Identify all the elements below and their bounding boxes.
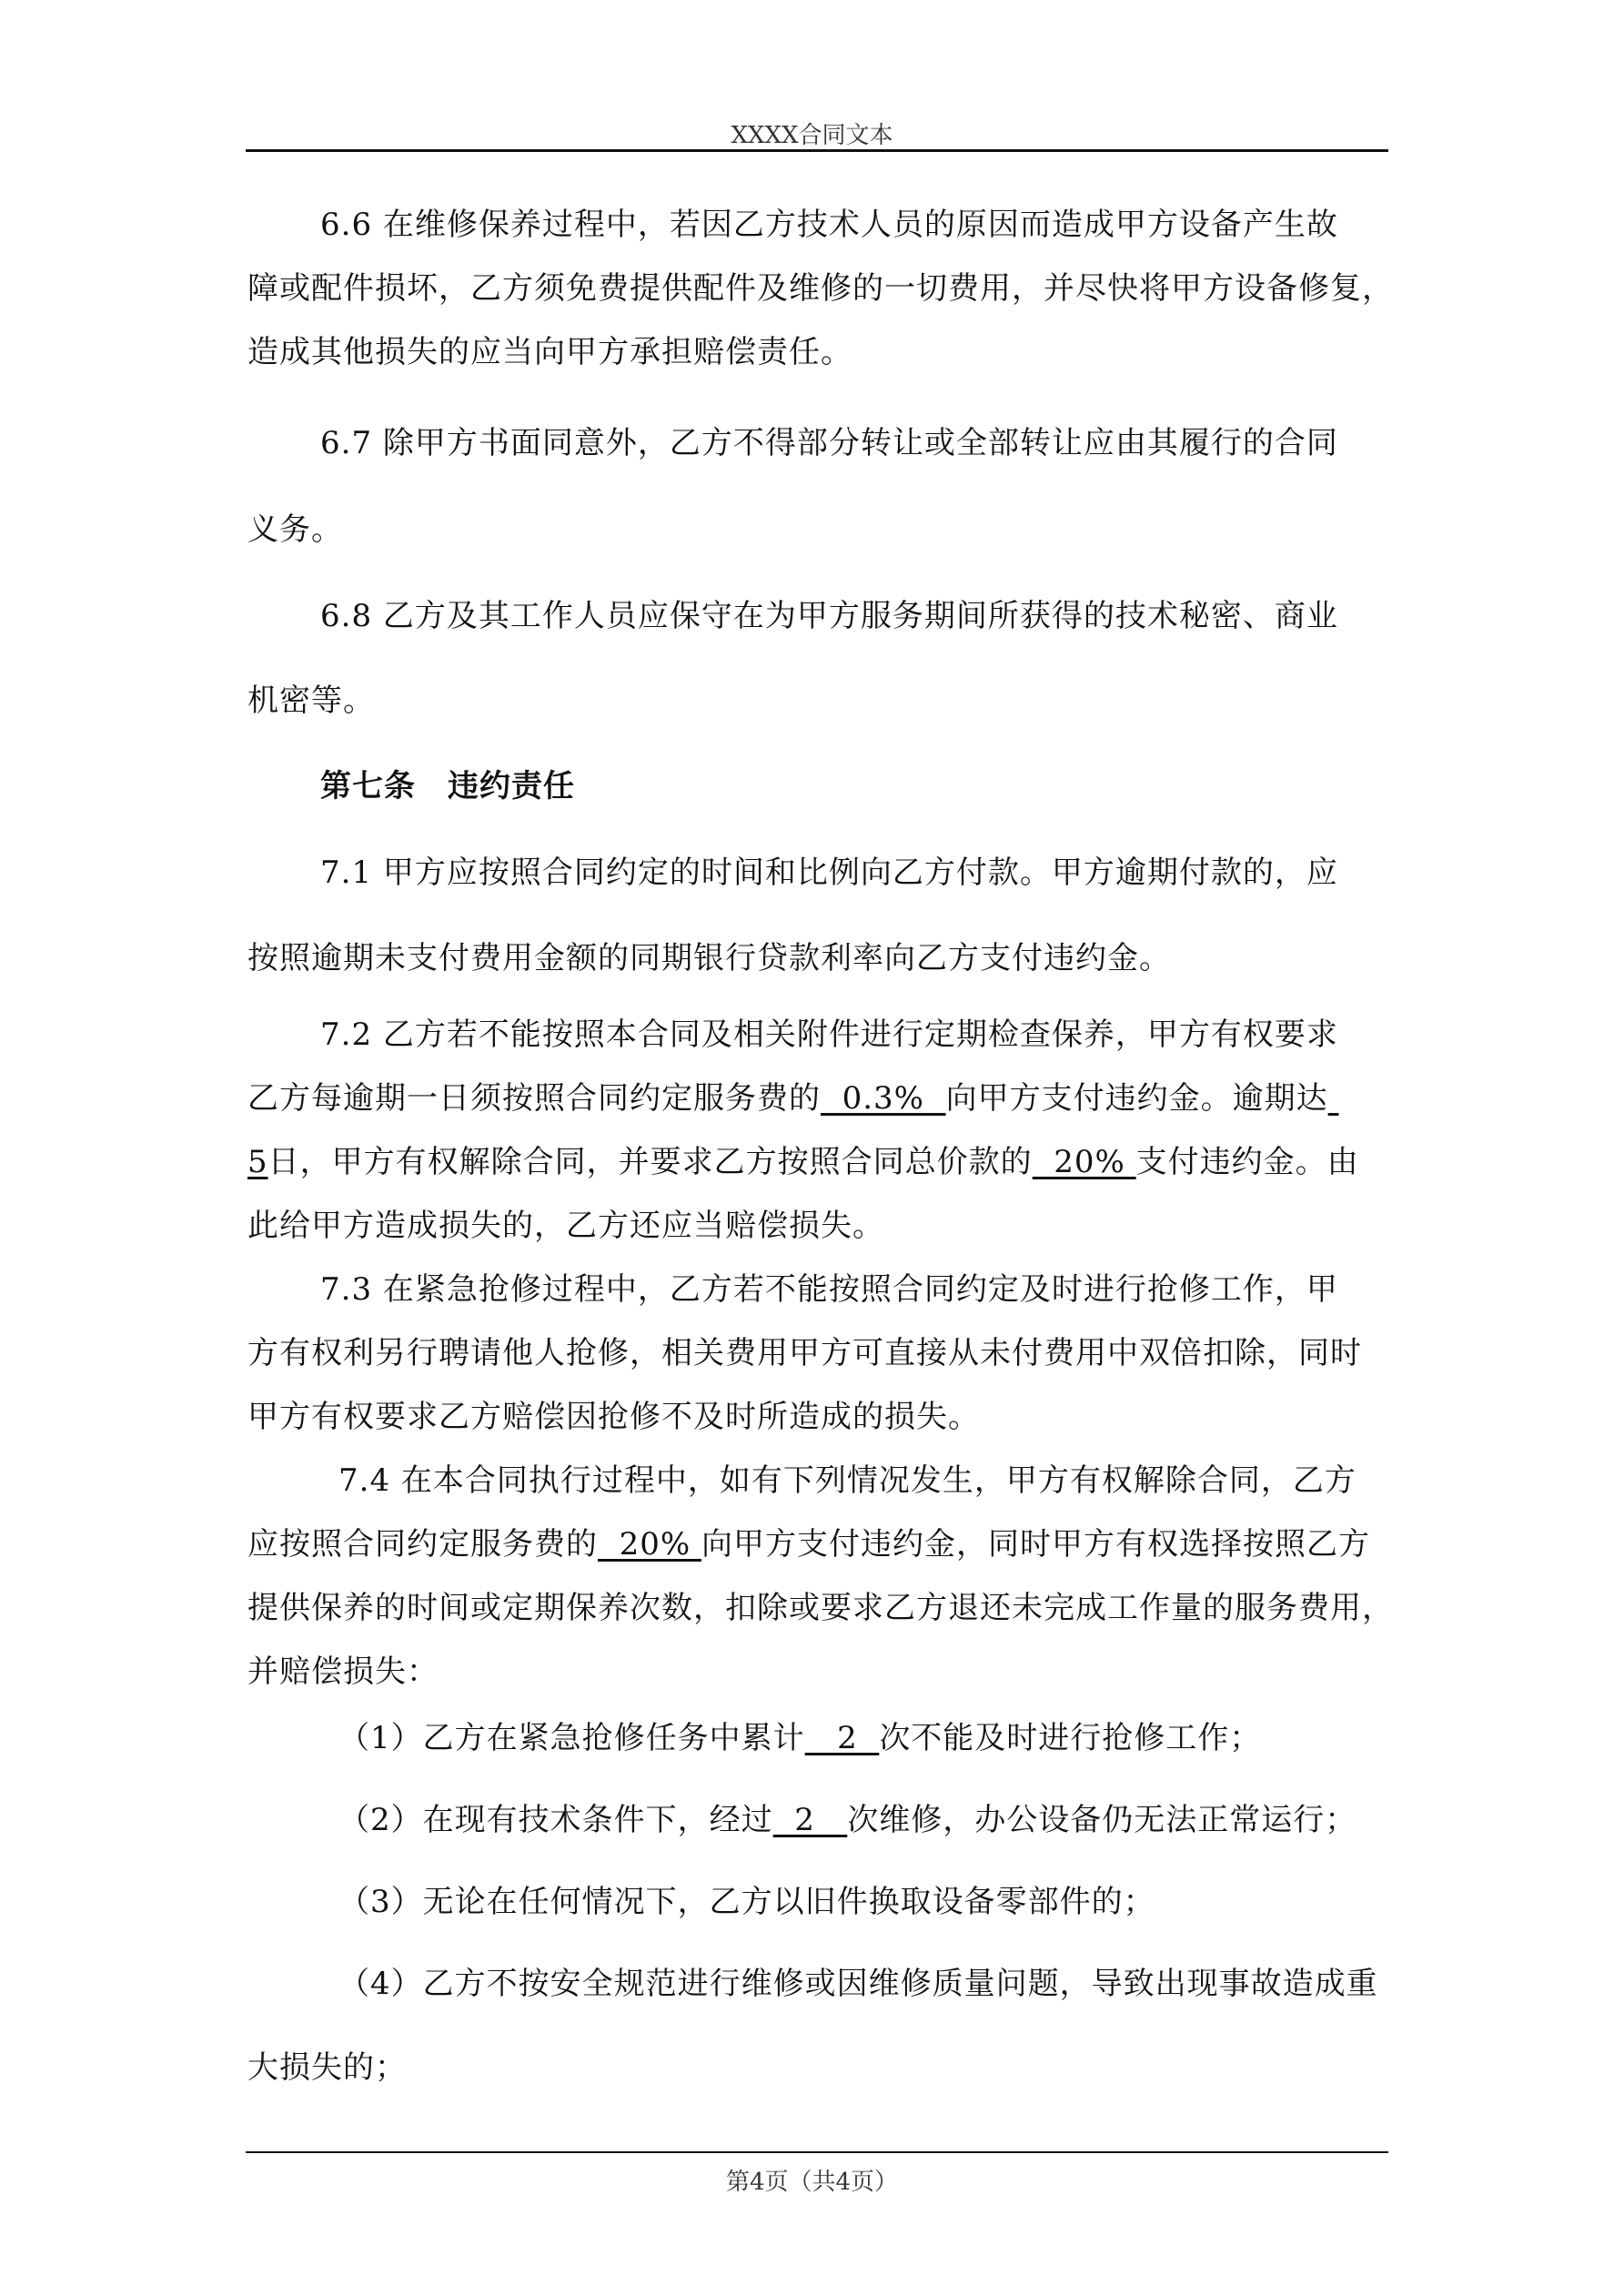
clause-7-1-line-1: 7.1 甲方应按照合同约定的时间和比例向乙方付款。甲方逾期付款的，应 bbox=[320, 855, 1338, 891]
late-fee-rate-blank: 0.3% bbox=[821, 1080, 946, 1117]
clause-6-7-line-2: 义务。 bbox=[247, 511, 343, 548]
clause-7-3-line-1: 7.3 在紧急抢修过程中，乙方若不能按照合同约定及时进行抢修工作，甲 bbox=[320, 1271, 1338, 1308]
clause-6-7-line-1: 6.7 除甲方书面同意外，乙方不得部分转让或全部转让应由其履行的合同 bbox=[320, 425, 1338, 461]
clause-7-4-line-2: 应按照合同约定服务费的 20% 向甲方支付违约金，同时甲方有权选择按照乙方 bbox=[247, 1526, 1370, 1563]
item-3: （3）无论在任何情况下，乙方以旧件换取设备零部件的； bbox=[338, 1884, 1155, 1920]
clause-6-6-line-2: 障或配件损坏，乙方须免费提供配件及维修的一切费用，并尽快将甲方设备修复， bbox=[247, 270, 1394, 307]
item-4-line-2: 大损失的； bbox=[247, 2049, 407, 2086]
header-rule bbox=[246, 149, 1388, 152]
clause-7-3-line-2: 方有权利另行聘请他人抢修，相关费用甲方可直接从未付费用中双倍扣除，同时 bbox=[247, 1335, 1362, 1371]
clause-7-4-line-4: 并赔偿损失： bbox=[247, 1654, 439, 1690]
page-footer: 第4页（共4页） bbox=[725, 2169, 899, 2196]
clause-7-1-line-2: 按照逾期未支付费用金额的同期银行贷款利率向乙方支付违约金。 bbox=[247, 940, 1171, 976]
item-1: （1）乙方在紧急抢修任务中累计 2 次不能及时进行抢修工作； bbox=[338, 1720, 1262, 1756]
clause-6-8-line-2: 机密等。 bbox=[247, 683, 375, 719]
clause-6-6-line-3: 造成其他损失的应当向甲方承担赔偿责任。 bbox=[247, 334, 852, 370]
article-7-heading: 第七条 违约责任 bbox=[320, 768, 575, 804]
clause-6-6-line-1: 6.6 在维修保养过程中，若因乙方技术人员的原因而造成甲方设备产生故 bbox=[320, 207, 1338, 243]
clause-7-2-line-3: 5日，甲方有权解除合同，并要求乙方按照合同总价款的 20% 支付违约金。由 bbox=[247, 1144, 1359, 1180]
clause-7-2-line-2: 乙方每逾期一日须按照合同约定服务费的 0.3% 向甲方支付违约金。逾期达 bbox=[247, 1080, 1328, 1117]
repair-attempt-count-blank: 2 bbox=[772, 1802, 848, 1838]
footer-rule bbox=[246, 2151, 1388, 2153]
clause-6-8-line-1: 6.8 乙方及其工作人员应保守在为甲方服务期间所获得的技术秘密、商业 bbox=[320, 598, 1338, 634]
document-header-title: XXXX合同文本 bbox=[731, 122, 893, 149]
repair-failure-count-blank: 2 bbox=[804, 1720, 880, 1756]
service-fee-rate-blank: 20% bbox=[598, 1526, 701, 1563]
item-2: （2）在现有技术条件下，经过 2 次维修，办公设备仍无法正常运行； bbox=[338, 1802, 1357, 1838]
item-4-line-1: （4）乙方不按安全规范进行维修或因维修质量问题，导致出现事故造成重 bbox=[338, 1966, 1378, 2002]
clause-7-4-line-1: 7.4 在本合同执行过程中，如有下列情况发生，甲方有权解除合同，乙方 bbox=[338, 1462, 1357, 1499]
clause-7-2-line-4: 此给甲方造成损失的，乙方还应当赔偿损失。 bbox=[247, 1208, 884, 1244]
clause-7-4-line-3: 提供保养的时间或定期保养次数，扣除或要求乙方退还未完成工作量的服务费用， bbox=[247, 1590, 1394, 1626]
clause-7-3-line-3: 甲方有权要求乙方赔偿因抢修不及时所造成的损失。 bbox=[247, 1399, 980, 1435]
clause-7-2-line-1: 7.2 乙方若不能按照本合同及相关附件进行定期检查保养，甲方有权要求 bbox=[320, 1017, 1338, 1053]
overdue-days-blank: 5 bbox=[247, 1144, 268, 1180]
total-price-rate-blank: 20% bbox=[1032, 1144, 1136, 1180]
